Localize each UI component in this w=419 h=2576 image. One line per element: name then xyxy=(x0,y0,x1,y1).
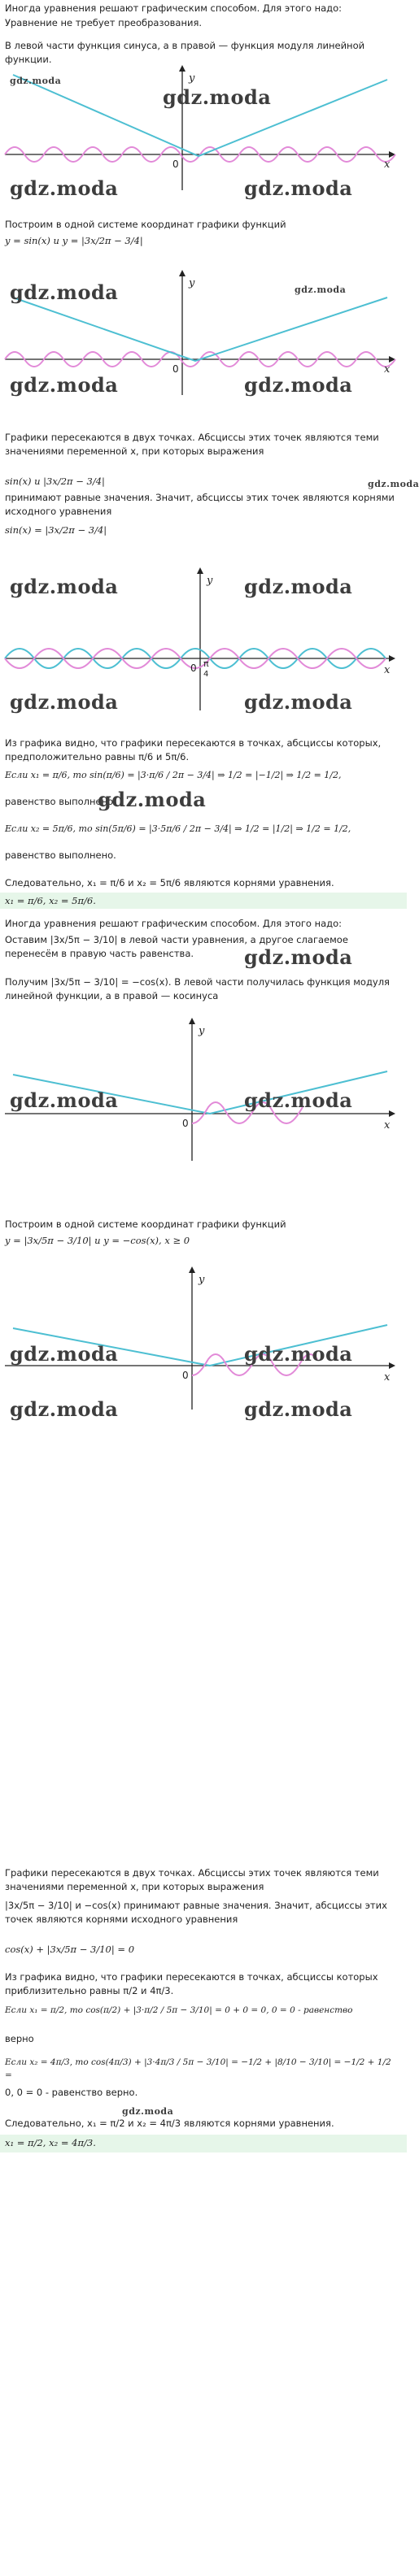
watermark: gdz.moda xyxy=(10,1088,119,1112)
svg-text:y: y xyxy=(189,72,195,85)
watermark: gdz.moda xyxy=(10,1397,119,1421)
build-formula-2: y = |3x/5π − 3/10| и y = −cos(x), x ≥ 0 xyxy=(5,1235,190,1246)
svg-text:y: y xyxy=(207,575,213,587)
watermark: gdz.moda xyxy=(244,945,353,969)
watermark: gdz.moda xyxy=(10,76,62,86)
intersect-text-p2: Графики пересекаются в двух точках. Абсциссы этих точек являются теми значениями переменной x, при которых выражения xyxy=(5,1867,379,1893)
svg-text:x: x xyxy=(384,664,391,676)
check-1: Если x₁ = π/6, то sin(π/6) = |3·π/6 / 2π − 3/4| ⇒ 1/2 = |−1/2| ⇒ 1/2 = 1/2, xyxy=(5,770,342,780)
watermark: gdz.moda xyxy=(163,85,272,109)
watermark: gdz.moda xyxy=(10,575,119,598)
svg-text:x: x xyxy=(384,159,391,171)
watermark: gdz.moda xyxy=(244,690,353,714)
seen-text: Из графика видно, что графики пересекаются в точках, абсциссы которых, предположительно равны π/6 и 5π/6. xyxy=(5,737,382,763)
check-1-tail: равенство выполнено. xyxy=(5,796,116,807)
answer-block xyxy=(0,893,407,909)
answer: x₁ = π/6, x₂ = 5π/6. xyxy=(5,895,96,906)
seen-text-2: Из графика видно, что графики пересекаются в точках, абсциссы которых приблизительно равны π/2 и 4π/3. xyxy=(5,1971,378,1997)
intro-text-2: Иногда уравнения решают графическим способом. Для этого надо: xyxy=(5,918,343,929)
watermark: gdz.moda xyxy=(368,479,419,489)
svg-text:x: x xyxy=(384,1119,391,1132)
svg-text:x: x xyxy=(384,1371,391,1384)
watermark: gdz.moda xyxy=(244,575,353,598)
intersect-text-2: принимают равные значения. Значит, абсциссы этих точек являются корнями исходного уравнения xyxy=(5,492,395,518)
watermark: gdz.moda xyxy=(98,788,207,811)
svg-text:x: x xyxy=(384,363,391,376)
intro-note-2: Оставим |3x/5π − 3/10| в левой части уравнения, а другое слагаемое перенесём в правую часть равенства. xyxy=(5,934,348,960)
conclusion-2: Следовательно, x₁ = π/2 и x₂ = 4π/3 являются корнями уравнения. xyxy=(5,2118,334,2129)
check-p2-2-tail: 0, 0 = 0 - равенство верно. xyxy=(5,2087,138,2098)
svg-text:0: 0 xyxy=(182,1370,189,1381)
intersect-text: Графики пересекаются в двух точках. Абсциссы этих точек являются теми значениями переменной x, при которых выражения xyxy=(5,432,379,458)
watermark: gdz.moda xyxy=(122,2106,174,2117)
graph-5 xyxy=(5,1265,400,1411)
svg-text:0: 0 xyxy=(172,159,179,170)
conclusion: Следовательно, x₁ = π/6 и x₂ = 5π/6 являются корнями уравнения. xyxy=(5,877,334,888)
intro-text: Иногда уравнения решают графическим способом. Для этого надо: xyxy=(5,2,343,14)
check-p2-1: Если x₁ = π/2, то cos(π/2) + |3·π/2 / 5π − 3/10| = 0 + 0 = 0, 0 = 0 - равенство xyxy=(5,2005,353,2015)
check-p2-2: Если x₂ = 4π/3, то cos(4π/3) + |3·4π/3 / 5π − 3/10| = −1/2 + |8/10 − 3/10| = −1/2 + 1/2 = xyxy=(5,2057,391,2080)
watermark: gdz.moda xyxy=(10,373,119,397)
watermark: gdz.moda xyxy=(10,1342,119,1366)
svg-text:0: 0 xyxy=(190,662,197,674)
intro-note: Уравнение не требует преобразования. xyxy=(5,17,203,28)
equation: sin(x) = |3x/2π − 3/4| xyxy=(5,524,107,536)
watermark: gdz.moda xyxy=(10,690,119,714)
svg-text:π: π xyxy=(203,658,209,669)
svg-text:0: 0 xyxy=(182,1118,189,1129)
svg-text:y: y xyxy=(189,277,195,289)
intersect-text-p2-2: |3x/5π − 3/10| и −cos(x) принимают равные значения. Значит, абсциссы этих точек являются корнями исходного уравнения xyxy=(5,1900,387,1926)
answer-block-2 xyxy=(0,2135,407,2152)
watermark: gdz.moda xyxy=(295,285,347,295)
build-text-2: Построим в одной системе координат графики функций xyxy=(5,1218,286,1230)
watermark: gdz.moda xyxy=(10,176,119,200)
equation-2: cos(x) + |3x/5π − 3/10| = 0 xyxy=(5,1944,135,1955)
got-text: Получим |3x/5π − 3/10| = −cos(x). В левой части получилась функция модуля линейной функции, а в правой — косинуса xyxy=(5,976,390,1002)
build-formula: y = sin(x) и y = |3x/2π − 3/4| xyxy=(5,235,143,246)
check-2: Если x₂ = 5π/6, то sin(5π/6) = |3·5π/6 / 2π − 3/4| ⇒ 1/2 = |1/2| ⇒ 1/2 = 1/2, xyxy=(5,823,351,834)
check-p2-1-tail: верно xyxy=(5,2033,34,2044)
intersect-formula: sin(x) и |3x/2π − 3/4| xyxy=(5,476,105,487)
watermark: gdz.moda xyxy=(10,280,119,304)
svg-text:4: 4 xyxy=(203,670,209,679)
svg-text:0: 0 xyxy=(172,363,179,375)
watermark: gdz.moda xyxy=(244,1342,353,1366)
check-2-tail: равенство выполнено. xyxy=(5,849,116,861)
svg-text:y: y xyxy=(199,1025,205,1037)
watermark: gdz.moda xyxy=(244,1397,353,1421)
watermark: gdz.moda xyxy=(244,373,353,397)
answer-2: x₁ = π/2, x₂ = 4π/3. xyxy=(5,2137,96,2148)
watermark: gdz.moda xyxy=(244,1088,353,1112)
svg-text:y: y xyxy=(199,1274,205,1286)
build-text: Построим в одной системе координат графики функций xyxy=(5,219,286,230)
left-right-text: В левой части функция синуса, а в правой — функция модуля линейной функции. xyxy=(5,40,365,66)
watermark: gdz.moda xyxy=(244,176,353,200)
